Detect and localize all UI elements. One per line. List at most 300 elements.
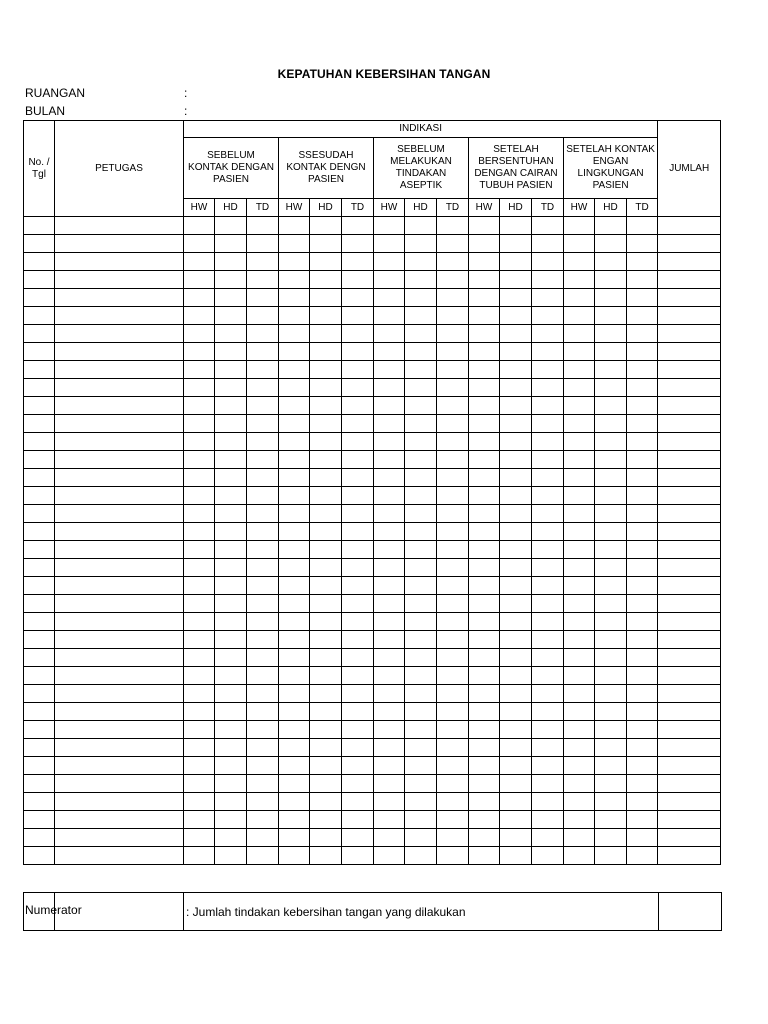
table-cell[interactable] bbox=[532, 271, 564, 289]
table-cell[interactable] bbox=[310, 487, 342, 505]
table-cell[interactable] bbox=[310, 667, 342, 685]
table-cell[interactable] bbox=[469, 271, 500, 289]
table-cell[interactable] bbox=[310, 361, 342, 379]
table-cell[interactable] bbox=[184, 829, 215, 847]
table-cell[interactable] bbox=[247, 307, 279, 325]
table-cell[interactable] bbox=[532, 343, 564, 361]
table-cell[interactable] bbox=[437, 541, 469, 559]
table-cell[interactable] bbox=[215, 775, 247, 793]
table-cell[interactable] bbox=[500, 829, 532, 847]
table-cell[interactable] bbox=[279, 703, 310, 721]
table-cell[interactable] bbox=[247, 667, 279, 685]
table-cell[interactable] bbox=[310, 649, 342, 667]
table-cell[interactable] bbox=[247, 361, 279, 379]
table-cell[interactable] bbox=[55, 577, 184, 595]
table-cell[interactable] bbox=[184, 757, 215, 775]
table-cell[interactable] bbox=[24, 559, 55, 577]
table-cell[interactable] bbox=[24, 271, 55, 289]
table-cell[interactable] bbox=[500, 307, 532, 325]
table-cell[interactable] bbox=[627, 757, 658, 775]
table-cell[interactable] bbox=[215, 559, 247, 577]
table-cell[interactable] bbox=[24, 631, 55, 649]
table-cell[interactable] bbox=[469, 667, 500, 685]
table-cell[interactable] bbox=[342, 415, 374, 433]
table-cell[interactable] bbox=[500, 271, 532, 289]
table-cell[interactable] bbox=[24, 469, 55, 487]
table-cell[interactable] bbox=[405, 397, 437, 415]
table-cell[interactable] bbox=[437, 217, 469, 235]
table-cell[interactable] bbox=[500, 613, 532, 631]
table-cell[interactable] bbox=[184, 703, 215, 721]
table-cell[interactable] bbox=[658, 649, 721, 667]
table-cell[interactable] bbox=[184, 721, 215, 739]
table-cell[interactable] bbox=[215, 487, 247, 505]
table-cell[interactable] bbox=[595, 469, 627, 487]
table-cell[interactable] bbox=[215, 415, 247, 433]
table-cell[interactable] bbox=[310, 685, 342, 703]
table-cell[interactable] bbox=[215, 505, 247, 523]
table-cell[interactable] bbox=[279, 397, 310, 415]
table-cell[interactable] bbox=[215, 397, 247, 415]
table-cell[interactable] bbox=[342, 559, 374, 577]
table-cell[interactable] bbox=[627, 433, 658, 451]
table-cell[interactable] bbox=[310, 505, 342, 523]
table-cell[interactable] bbox=[405, 559, 437, 577]
table-cell[interactable] bbox=[342, 307, 374, 325]
table-cell[interactable] bbox=[24, 487, 55, 505]
table-cell[interactable] bbox=[310, 541, 342, 559]
table-cell[interactable] bbox=[658, 685, 721, 703]
table-cell[interactable] bbox=[342, 793, 374, 811]
table-cell[interactable] bbox=[184, 649, 215, 667]
table-cell[interactable] bbox=[658, 667, 721, 685]
table-cell[interactable] bbox=[595, 559, 627, 577]
table-cell[interactable] bbox=[405, 667, 437, 685]
table-cell[interactable] bbox=[500, 811, 532, 829]
table-cell[interactable] bbox=[532, 829, 564, 847]
table-cell[interactable] bbox=[627, 505, 658, 523]
table-cell[interactable] bbox=[247, 289, 279, 307]
table-cell[interactable] bbox=[658, 343, 721, 361]
table-cell[interactable] bbox=[310, 397, 342, 415]
table-cell[interactable] bbox=[469, 307, 500, 325]
table-cell[interactable] bbox=[469, 559, 500, 577]
table-cell[interactable] bbox=[279, 739, 310, 757]
table-cell[interactable] bbox=[374, 217, 405, 235]
table-cell[interactable] bbox=[437, 415, 469, 433]
table-cell[interactable] bbox=[55, 325, 184, 343]
table-cell[interactable] bbox=[658, 217, 721, 235]
table-cell[interactable] bbox=[342, 523, 374, 541]
table-cell[interactable] bbox=[532, 739, 564, 757]
table-cell[interactable] bbox=[564, 739, 595, 757]
table-cell[interactable] bbox=[24, 739, 55, 757]
table-cell[interactable] bbox=[215, 523, 247, 541]
table-cell[interactable] bbox=[500, 361, 532, 379]
table-cell[interactable] bbox=[405, 415, 437, 433]
table-cell[interactable] bbox=[24, 703, 55, 721]
table-cell[interactable] bbox=[55, 613, 184, 631]
table-cell[interactable] bbox=[564, 541, 595, 559]
table-cell[interactable] bbox=[564, 379, 595, 397]
table-cell[interactable] bbox=[342, 739, 374, 757]
table-cell[interactable] bbox=[24, 361, 55, 379]
table-cell[interactable] bbox=[279, 775, 310, 793]
table-cell[interactable] bbox=[310, 415, 342, 433]
table-cell[interactable] bbox=[595, 307, 627, 325]
table-cell[interactable] bbox=[55, 757, 184, 775]
table-cell[interactable] bbox=[469, 811, 500, 829]
table-cell[interactable] bbox=[658, 289, 721, 307]
table-cell[interactable] bbox=[658, 433, 721, 451]
table-cell[interactable] bbox=[627, 397, 658, 415]
table-cell[interactable] bbox=[215, 271, 247, 289]
table-cell[interactable] bbox=[627, 235, 658, 253]
table-cell[interactable] bbox=[627, 595, 658, 613]
table-cell[interactable] bbox=[184, 667, 215, 685]
table-cell[interactable] bbox=[500, 793, 532, 811]
table-cell[interactable] bbox=[500, 397, 532, 415]
table-cell[interactable] bbox=[405, 307, 437, 325]
table-cell[interactable] bbox=[24, 217, 55, 235]
table-cell[interactable] bbox=[500, 415, 532, 433]
table-cell[interactable] bbox=[374, 361, 405, 379]
table-cell[interactable] bbox=[564, 757, 595, 775]
table-cell[interactable] bbox=[279, 541, 310, 559]
table-cell[interactable] bbox=[595, 505, 627, 523]
table-cell[interactable] bbox=[627, 793, 658, 811]
table-cell[interactable] bbox=[500, 235, 532, 253]
table-cell[interactable] bbox=[532, 577, 564, 595]
table-cell[interactable] bbox=[374, 397, 405, 415]
table-cell[interactable] bbox=[247, 343, 279, 361]
table-cell[interactable] bbox=[55, 829, 184, 847]
table-cell[interactable] bbox=[215, 307, 247, 325]
table-cell[interactable] bbox=[564, 847, 595, 865]
table-cell[interactable] bbox=[595, 415, 627, 433]
table-cell[interactable] bbox=[184, 487, 215, 505]
table-cell[interactable] bbox=[247, 379, 279, 397]
table-cell[interactable] bbox=[342, 775, 374, 793]
table-cell[interactable] bbox=[405, 577, 437, 595]
table-cell[interactable] bbox=[627, 613, 658, 631]
table-cell[interactable] bbox=[437, 649, 469, 667]
table-cell[interactable] bbox=[469, 289, 500, 307]
table-cell[interactable] bbox=[247, 271, 279, 289]
table-cell[interactable] bbox=[374, 325, 405, 343]
table-cell[interactable] bbox=[405, 523, 437, 541]
table-cell[interactable] bbox=[247, 703, 279, 721]
table-cell[interactable] bbox=[627, 721, 658, 739]
table-cell[interactable] bbox=[55, 451, 184, 469]
table-cell[interactable] bbox=[469, 361, 500, 379]
table-cell[interactable] bbox=[184, 217, 215, 235]
table-cell[interactable] bbox=[500, 775, 532, 793]
table-cell[interactable] bbox=[469, 487, 500, 505]
table-cell[interactable] bbox=[247, 757, 279, 775]
table-cell[interactable] bbox=[595, 397, 627, 415]
table-cell[interactable] bbox=[500, 757, 532, 775]
table-cell[interactable] bbox=[247, 235, 279, 253]
table-cell[interactable] bbox=[310, 559, 342, 577]
table-cell[interactable] bbox=[184, 289, 215, 307]
table-cell[interactable] bbox=[279, 595, 310, 613]
table-cell[interactable] bbox=[405, 847, 437, 865]
table-cell[interactable] bbox=[247, 649, 279, 667]
table-cell[interactable] bbox=[247, 685, 279, 703]
table-cell[interactable] bbox=[374, 685, 405, 703]
table-cell[interactable] bbox=[564, 631, 595, 649]
table-cell[interactable] bbox=[247, 631, 279, 649]
table-cell[interactable] bbox=[184, 811, 215, 829]
table-cell[interactable] bbox=[55, 541, 184, 559]
table-cell[interactable] bbox=[247, 559, 279, 577]
table-cell[interactable] bbox=[310, 613, 342, 631]
table-cell[interactable] bbox=[215, 253, 247, 271]
table-cell[interactable] bbox=[374, 343, 405, 361]
table-cell[interactable] bbox=[342, 631, 374, 649]
table-cell[interactable] bbox=[595, 739, 627, 757]
table-cell[interactable] bbox=[24, 289, 55, 307]
table-cell[interactable] bbox=[564, 505, 595, 523]
table-cell[interactable] bbox=[469, 253, 500, 271]
table-cell[interactable] bbox=[658, 757, 721, 775]
table-cell[interactable] bbox=[342, 703, 374, 721]
table-cell[interactable] bbox=[532, 775, 564, 793]
table-cell[interactable] bbox=[532, 559, 564, 577]
table-cell[interactable] bbox=[310, 811, 342, 829]
table-cell[interactable] bbox=[215, 631, 247, 649]
table-cell[interactable] bbox=[405, 739, 437, 757]
table-cell[interactable] bbox=[658, 307, 721, 325]
table-cell[interactable] bbox=[310, 217, 342, 235]
table-cell[interactable] bbox=[437, 613, 469, 631]
table-cell[interactable] bbox=[279, 649, 310, 667]
table-cell[interactable] bbox=[564, 703, 595, 721]
table-cell[interactable] bbox=[374, 577, 405, 595]
table-cell[interactable] bbox=[184, 577, 215, 595]
table-cell[interactable] bbox=[24, 721, 55, 739]
table-cell[interactable] bbox=[532, 415, 564, 433]
table-cell[interactable] bbox=[55, 235, 184, 253]
table-cell[interactable] bbox=[342, 667, 374, 685]
table-cell[interactable] bbox=[469, 721, 500, 739]
table-cell[interactable] bbox=[500, 325, 532, 343]
table-cell[interactable] bbox=[374, 721, 405, 739]
table-cell[interactable] bbox=[627, 703, 658, 721]
table-cell[interactable] bbox=[247, 397, 279, 415]
table-cell[interactable] bbox=[595, 325, 627, 343]
table-cell[interactable] bbox=[184, 325, 215, 343]
table-cell[interactable] bbox=[374, 289, 405, 307]
table-cell[interactable] bbox=[500, 289, 532, 307]
table-cell[interactable] bbox=[437, 793, 469, 811]
table-cell[interactable] bbox=[405, 793, 437, 811]
table-cell[interactable] bbox=[24, 541, 55, 559]
table-cell[interactable] bbox=[342, 397, 374, 415]
table-cell[interactable] bbox=[500, 703, 532, 721]
table-cell[interactable] bbox=[55, 343, 184, 361]
table-cell[interactable] bbox=[184, 541, 215, 559]
table-cell[interactable] bbox=[658, 829, 721, 847]
table-cell[interactable] bbox=[310, 271, 342, 289]
table-cell[interactable] bbox=[374, 559, 405, 577]
table-cell[interactable] bbox=[374, 469, 405, 487]
table-cell[interactable] bbox=[279, 217, 310, 235]
table-cell[interactable] bbox=[342, 379, 374, 397]
table-cell[interactable] bbox=[627, 451, 658, 469]
table-cell[interactable] bbox=[469, 757, 500, 775]
table-cell[interactable] bbox=[374, 613, 405, 631]
table-cell[interactable] bbox=[564, 667, 595, 685]
table-cell[interactable] bbox=[24, 415, 55, 433]
table-cell[interactable] bbox=[279, 451, 310, 469]
table-cell[interactable] bbox=[532, 235, 564, 253]
table-cell[interactable] bbox=[405, 613, 437, 631]
table-cell[interactable] bbox=[55, 523, 184, 541]
table-cell[interactable] bbox=[532, 703, 564, 721]
table-cell[interactable] bbox=[532, 379, 564, 397]
table-cell[interactable] bbox=[310, 775, 342, 793]
table-cell[interactable] bbox=[437, 631, 469, 649]
table-cell[interactable] bbox=[627, 271, 658, 289]
table-cell[interactable] bbox=[658, 595, 721, 613]
table-cell[interactable] bbox=[374, 595, 405, 613]
table-cell[interactable] bbox=[215, 217, 247, 235]
table-cell[interactable] bbox=[184, 415, 215, 433]
table-cell[interactable] bbox=[564, 469, 595, 487]
table-cell[interactable] bbox=[405, 829, 437, 847]
table-cell[interactable] bbox=[215, 541, 247, 559]
table-cell[interactable] bbox=[437, 829, 469, 847]
table-cell[interactable] bbox=[658, 451, 721, 469]
table-cell[interactable] bbox=[342, 469, 374, 487]
table-cell[interactable] bbox=[595, 289, 627, 307]
table-cell[interactable] bbox=[595, 649, 627, 667]
table-cell[interactable] bbox=[342, 613, 374, 631]
table-cell[interactable] bbox=[532, 217, 564, 235]
table-cell[interactable] bbox=[342, 487, 374, 505]
table-cell[interactable] bbox=[437, 469, 469, 487]
table-cell[interactable] bbox=[437, 235, 469, 253]
table-cell[interactable] bbox=[500, 631, 532, 649]
table-cell[interactable] bbox=[310, 307, 342, 325]
table-cell[interactable] bbox=[310, 577, 342, 595]
table-cell[interactable] bbox=[595, 487, 627, 505]
table-cell[interactable] bbox=[532, 433, 564, 451]
table-cell[interactable] bbox=[247, 847, 279, 865]
table-cell[interactable] bbox=[405, 541, 437, 559]
table-cell[interactable] bbox=[405, 811, 437, 829]
table-cell[interactable] bbox=[374, 649, 405, 667]
table-cell[interactable] bbox=[564, 649, 595, 667]
table-cell[interactable] bbox=[184, 775, 215, 793]
table-cell[interactable] bbox=[564, 235, 595, 253]
table-cell[interactable] bbox=[310, 379, 342, 397]
table-cell[interactable] bbox=[532, 595, 564, 613]
table-cell[interactable] bbox=[310, 253, 342, 271]
table-cell[interactable] bbox=[469, 433, 500, 451]
table-cell[interactable] bbox=[595, 721, 627, 739]
table-cell[interactable] bbox=[279, 361, 310, 379]
table-cell[interactable] bbox=[215, 829, 247, 847]
table-cell[interactable] bbox=[437, 847, 469, 865]
table-cell[interactable] bbox=[342, 271, 374, 289]
table-cell[interactable] bbox=[564, 811, 595, 829]
table-cell[interactable] bbox=[279, 793, 310, 811]
table-cell[interactable] bbox=[184, 235, 215, 253]
table-cell[interactable] bbox=[500, 667, 532, 685]
table-cell[interactable] bbox=[595, 271, 627, 289]
table-cell[interactable] bbox=[469, 649, 500, 667]
table-cell[interactable] bbox=[405, 631, 437, 649]
table-cell[interactable] bbox=[564, 343, 595, 361]
table-cell[interactable] bbox=[564, 685, 595, 703]
table-cell[interactable] bbox=[55, 289, 184, 307]
table-cell[interactable] bbox=[500, 433, 532, 451]
table-cell[interactable] bbox=[215, 649, 247, 667]
table-cell[interactable] bbox=[55, 271, 184, 289]
table-cell[interactable] bbox=[500, 577, 532, 595]
table-cell[interactable] bbox=[342, 253, 374, 271]
table-cell[interactable] bbox=[279, 343, 310, 361]
table-cell[interactable] bbox=[310, 739, 342, 757]
table-cell[interactable] bbox=[658, 487, 721, 505]
table-cell[interactable] bbox=[374, 847, 405, 865]
table-cell[interactable] bbox=[374, 667, 405, 685]
table-cell[interactable] bbox=[405, 487, 437, 505]
table-cell[interactable] bbox=[247, 613, 279, 631]
table-cell[interactable] bbox=[564, 325, 595, 343]
table-cell[interactable] bbox=[342, 235, 374, 253]
table-cell[interactable] bbox=[627, 325, 658, 343]
table-cell[interactable] bbox=[658, 577, 721, 595]
table-cell[interactable] bbox=[627, 631, 658, 649]
table-cell[interactable] bbox=[627, 829, 658, 847]
table-cell[interactable] bbox=[310, 793, 342, 811]
table-cell[interactable] bbox=[279, 379, 310, 397]
table-cell[interactable] bbox=[437, 451, 469, 469]
table-cell[interactable] bbox=[55, 703, 184, 721]
table-cell[interactable] bbox=[627, 307, 658, 325]
table-cell[interactable] bbox=[215, 235, 247, 253]
table-cell[interactable] bbox=[500, 343, 532, 361]
table-cell[interactable] bbox=[184, 361, 215, 379]
table-cell[interactable] bbox=[279, 253, 310, 271]
table-cell[interactable] bbox=[564, 721, 595, 739]
table-cell[interactable] bbox=[627, 811, 658, 829]
table-cell[interactable] bbox=[184, 559, 215, 577]
table-cell[interactable] bbox=[532, 505, 564, 523]
table-cell[interactable] bbox=[627, 577, 658, 595]
table-cell[interactable] bbox=[595, 577, 627, 595]
table-cell[interactable] bbox=[374, 703, 405, 721]
table-cell[interactable] bbox=[215, 343, 247, 361]
table-cell[interactable] bbox=[342, 829, 374, 847]
table-cell[interactable] bbox=[437, 307, 469, 325]
table-cell[interactable] bbox=[310, 469, 342, 487]
table-cell[interactable] bbox=[24, 451, 55, 469]
table-cell[interactable] bbox=[215, 595, 247, 613]
table-cell[interactable] bbox=[437, 523, 469, 541]
table-cell[interactable] bbox=[437, 721, 469, 739]
table-cell[interactable] bbox=[564, 433, 595, 451]
table-cell[interactable] bbox=[247, 829, 279, 847]
table-cell[interactable] bbox=[342, 757, 374, 775]
table-cell[interactable] bbox=[437, 289, 469, 307]
table-cell[interactable] bbox=[24, 811, 55, 829]
table-cell[interactable] bbox=[437, 577, 469, 595]
